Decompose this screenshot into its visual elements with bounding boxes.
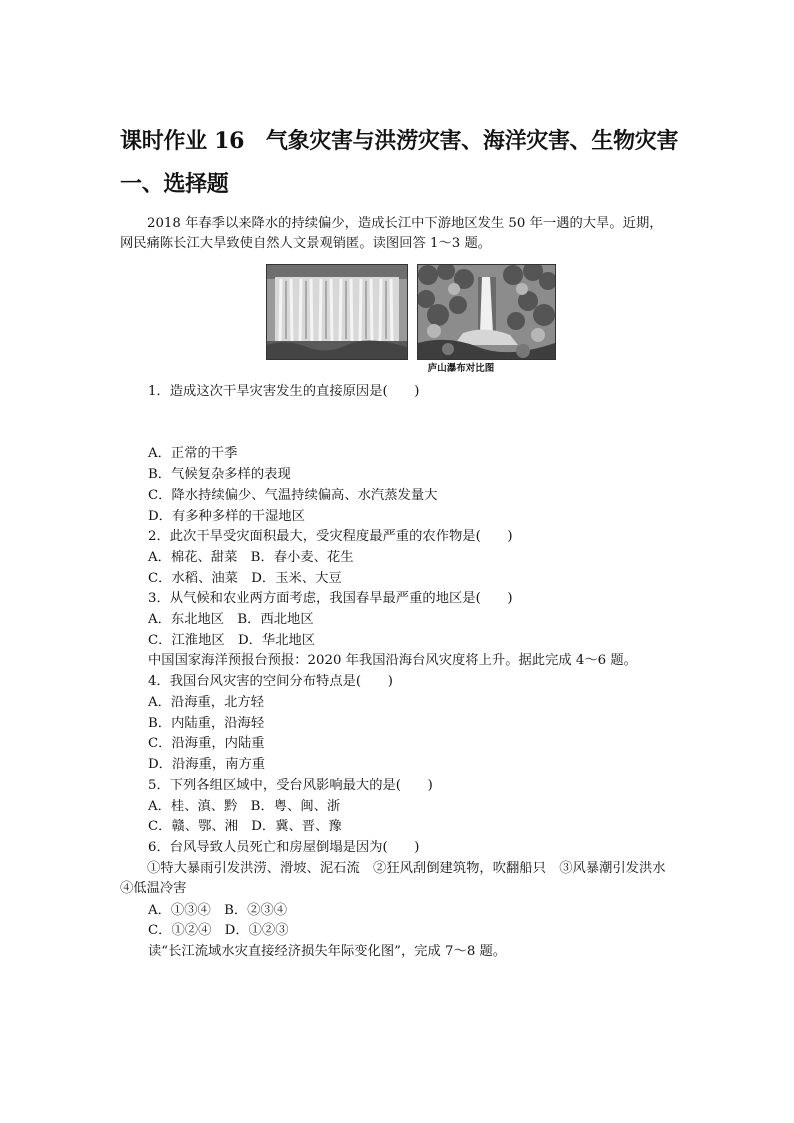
waterfall-photo-full xyxy=(266,264,408,360)
question-5-options-cd: C．赣、鄂、湘 D．冀、晋、豫 xyxy=(148,819,342,834)
question-4-option-d: D．沿海重，南方重 xyxy=(148,757,266,772)
intro-paragraph-2: 中国国家海洋预报台预报：2020 年我国沿海台风灾度将上升。据此完成 4～6 题。 xyxy=(148,653,637,668)
question-2-options-cd: C．水稻、油菜 D．玉米、大豆 xyxy=(148,571,342,586)
question-2-options-ab: A．棉花、甜菜 B．春小麦、花生 xyxy=(148,550,354,565)
question-1-option-d: D．有多种多样的干湿地区 xyxy=(148,509,305,524)
question-1-stem: 1．造成这次干旱灾害发生的直接原因是( ) xyxy=(148,384,420,399)
question-4-option-a: A．沿海重，北方轻 xyxy=(148,695,264,710)
question-5-stem: 5．下列各组区域中，受台风影响最大的是( ) xyxy=(148,778,433,793)
question-1-option-b: B．气候复杂多样的表现 xyxy=(148,467,291,482)
question-2-stem: 2．此次干旱受灾面积最大，受灾程度最严重的农作物是( ) xyxy=(148,529,513,544)
question-1-option-c: C．降水持续偏少、气温持续偏高、水汽蒸发量大 xyxy=(148,488,438,503)
waterfall-photo-dry xyxy=(417,264,556,360)
question-6-stem: 6．台风导致人员死亡和房屋倒塌是因为( ) xyxy=(148,840,420,855)
intro-paragraph-3: 读“长江流域水灾直接经济损失年际变化图”，完成 7～8 题。 xyxy=(148,944,507,959)
question-5-options-ab: A．桂、滇、黔 B．粤、闽、浙 xyxy=(148,799,341,814)
question-6-options-ab: A．①③④ B．②③④ xyxy=(148,903,288,918)
intro-paragraph: 2018 年春季以来降水的持续偏少，造成长江中下游地区发生 50 年一遇的大旱。近期，网民痛陈长江大旱致使自然人文景观销匿。读图回答 1～3 题。 xyxy=(120,216,663,251)
question-3-options-cd: C．江淮地区 D．华北地区 xyxy=(148,633,316,648)
page-title: 课时作业 16 气象灾害与洪涝灾害、海洋灾害、生物灾害一、选择题 xyxy=(120,128,679,197)
figure-caption: 庐山瀑布对比图 xyxy=(427,363,495,374)
question-4-option-c: C．沿海重，内陆重 xyxy=(148,736,265,751)
question-1-option-a: A．正常的干季 xyxy=(148,446,238,461)
question-4-stem: 4．我国台风灾害的空间分布特点是( ) xyxy=(148,674,393,689)
question-6-options-cd: C．①②④ D．①②③ xyxy=(148,923,289,938)
question-4-option-b: B．内陆重，沿海轻 xyxy=(148,716,265,731)
question-3-options-ab: A．东北地区 B．西北地区 xyxy=(148,612,314,627)
question-3-stem: 3．从气候和农业两方面考虑，我国春旱最严重的地区是( ) xyxy=(148,591,513,606)
question-6-statements: ①特大暴雨引发洪涝、滑坡、泥石流 ②狂风刮倒建筑物，吹翻船只 ③风暴潮引发洪水 ④低温冷害 xyxy=(120,861,679,896)
waterfall-comparison-figure xyxy=(266,264,556,374)
